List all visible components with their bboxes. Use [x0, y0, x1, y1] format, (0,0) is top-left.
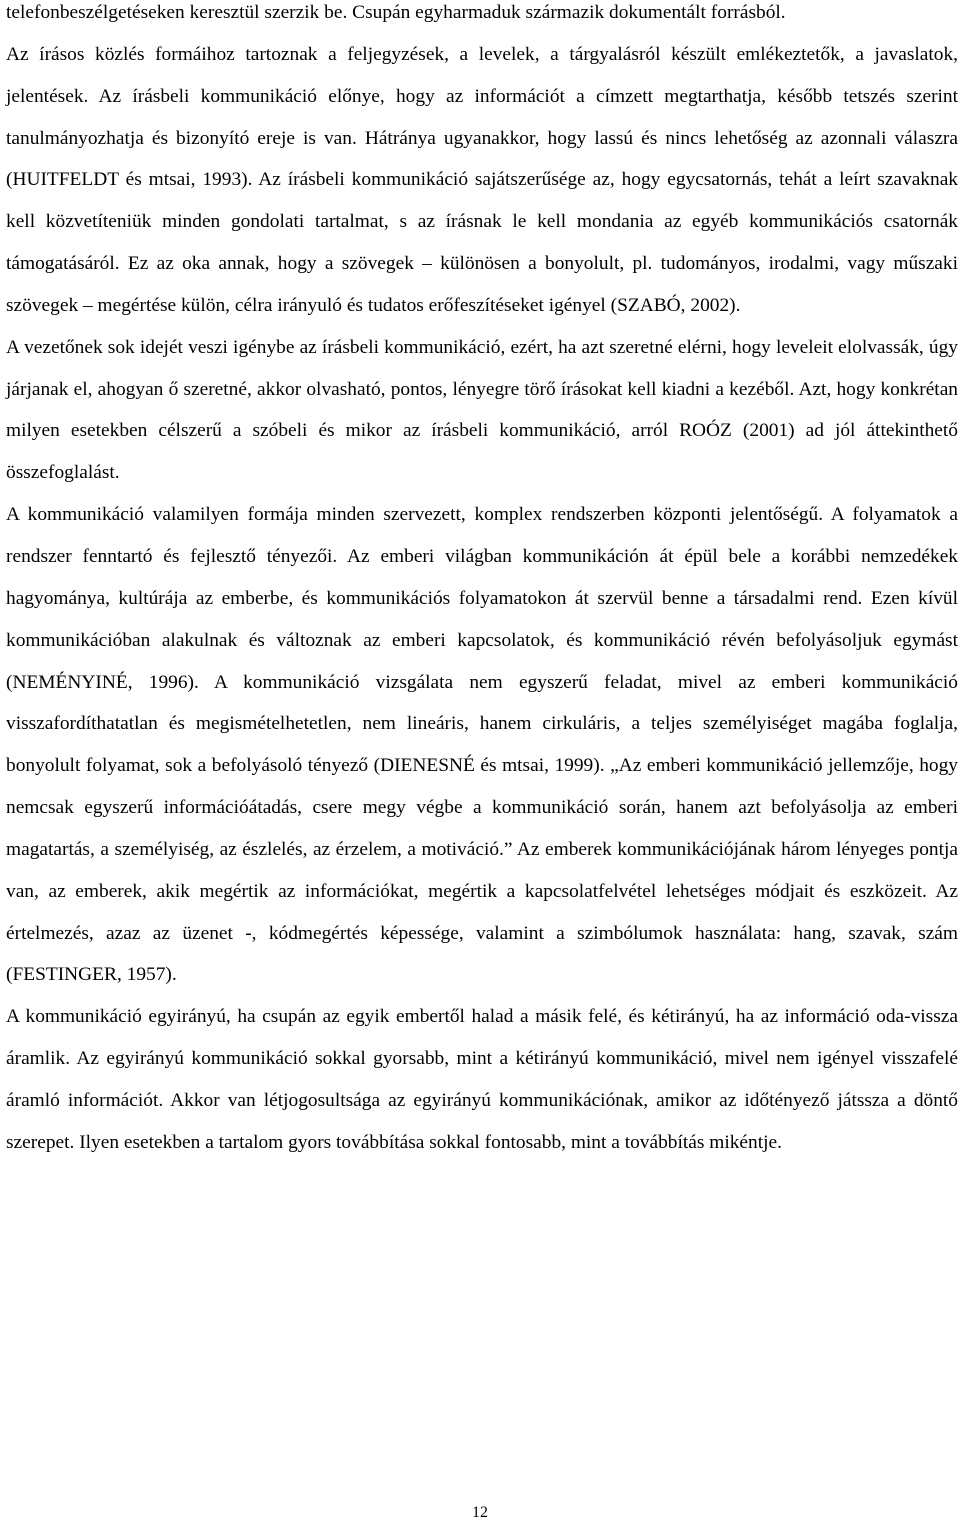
paragraph-continuation: telefonbeszélgetéseken keresztül szerzik be. Csupán egyharmaduk származik dokumentált forrásból. — [6, 2, 786, 23]
paragraph-leader-writing: A vezetőnek sok idejét veszi igénybe az írásbeli kommunikáció, ezért, ha azt szeretné elérni, hogy leveleit elolvassák, úgy járjanak el, ahogyan ő szeretné, akkor olvasható, pontos, lényegre törő írásokat kell kiadni a kezéből. Azt, hogy konkrétan milyen esetekben célszerű a szóbeli és mikor az írásbeli kommunikáció, arról ROÓZ (2001) ad jól áttekinthető összefoglalást. — [6, 336, 958, 484]
paragraph-written-communication: Az írásos közlés formáihoz tartoznak a feljegyzések, a levelek, a tárgyalásról készült emlékeztetők, a javaslatok, jelentések. Az írásbeli kommunikáció előnye, hogy az információt a címzett megtarthatja, később tetszés szerint tanulmányozhatja és bizonyító ereje is van. Hátránya ugyanakkor, hogy lassú és nincs lehetőség az azonnali válaszra (HUITFELDT és mtsai, 1993). Az írásbeli kommunikáció sajátszerűsége az, hogy egycsatornás, tehát a leírt szavaknak kell közvetíteniük minden gondolati tartalmat, s az írásnak le kell mondania az egyéb kommunikációs csatornák támogatásáról. Ez az oka annak, hogy a szövegek – különösen a bonyolult, pl. tudományos, irodalmi, vagy műszaki szövegek – megértése külön, célra irányuló és tudatos erőfeszítéseket igényel (SZABÓ, 2002). — [6, 43, 958, 316]
paragraph-communication-forms: A kommunikáció valamilyen formája minden szervezett, komplex rendszerben központi jelentőségű. A folyamatok a rendszer fenntartó és fejlesztő tényezői. Az emberi világban kommunikáción át épül bele a korábbi nemzedékek hagyománya, kultúrája az emberbe, és kommunikációs folyamatokon át szervül benne a társadalmi rend. Ezen kívül kommunikációban alakulnak és változnak az emberi kapcsolatok, és kommunikáció révén befolyásoljuk egymást (NEMÉNYINÉ, 1996). A kommunikáció vizsgálata nem egyszerű feladat, mivel az emberi kommunikáció visszafordíthatatlan és megismételhetetlen, nem lineáris, hanem cirkuláris, a teljes személyiséget magába foglalja, bonyolult folyamat, sok a befolyásoló tényező (DIENESNÉ és mtsai, 1999). „Az emberi kommunikáció jellemzője, hogy nemcsak egyszerű információátadás, csere megy végbe a kommunikáció során, hanem azt befolyásolja az emberi magatartás, a személyiség, az észlelés, az érzelem, a motiváció.” Az emberek kommunikációjának három lényeges pontja van, az emberek, akik megértik az információkat, megértik a kapcsolatfelvétel lehetséges módjait és eszközeit. Az értelmezés, azaz az üzenet -, kódmegértés képessége, valamint a szimbólumok használata: hang, szavak, szám (FESTINGER, 1957). — [6, 504, 958, 986]
paragraph-one-way-two-way: A kommunikáció egyirányú, ha csupán az egyik embertől halad a másik felé, és kétirányú, ha az információ oda-vissza áramlik. Az egyirányú kommunikáció sokkal gyorsabb, mint a kétirányú kommunikáció, mivel nem igényel visszafelé áramló információt. Akkor van létjogosultsága az egyirányú kommunikációnak, amikor az időtényező játssza a döntő szerepet. Ilyen esetekben a tartalom gyors továbbítása sokkal fontosabb, mint a továbbítás mikéntje. — [6, 1006, 958, 1153]
page-number: 12 — [472, 1504, 488, 1521]
document-page — [6, 0, 958, 1164]
